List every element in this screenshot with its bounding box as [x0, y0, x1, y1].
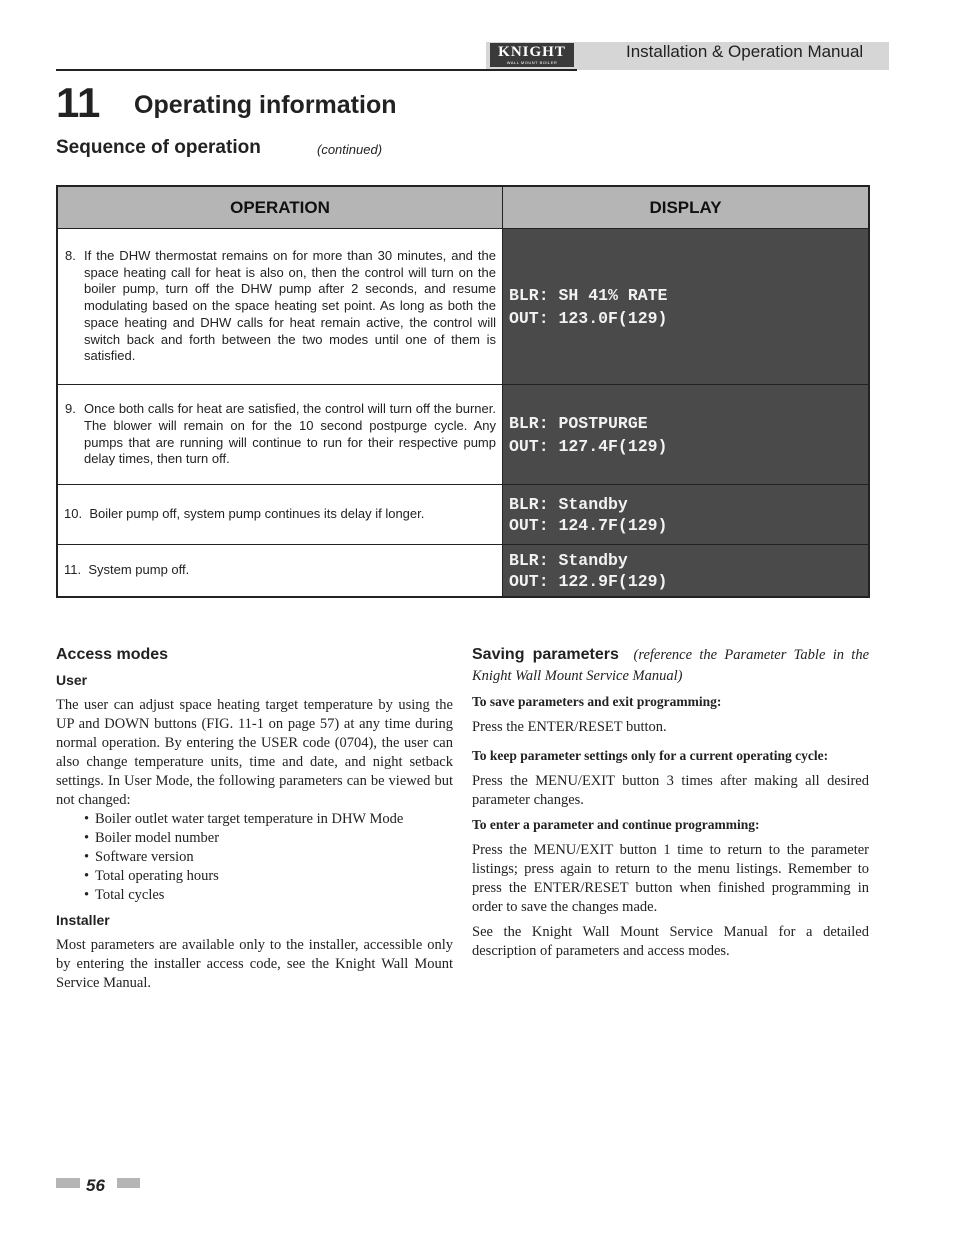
- display-line-1: BLR: Standby: [509, 550, 628, 570]
- saving-reference: (reference the Parameter Table in the Knight Wall Mount Service Manual): [472, 647, 870, 684]
- logo-subtext: WALL MOUNT BOILER: [506, 60, 558, 65]
- list-item: • Total operating hours: [84, 868, 219, 884]
- display-line-2: OUT: 124.7F(129): [509, 515, 668, 535]
- display-header: [503, 187, 868, 228]
- table-row: [58, 484, 868, 544]
- display-cell: [503, 485, 868, 544]
- save-exit-text: Press the ENTER/RESET button.: [472, 719, 667, 735]
- continue-programming-heading: To enter a parameter and continue programming:: [472, 817, 760, 832]
- continue-programming-text: Press the MENU/EXIT button 1 time to return to the parameter listings; press again to return to the menu listings. Remember to press the ENTER/RESET button when finished programming in order to save the changes made.: [472, 842, 869, 915]
- save-exit-heading: To save parameters and exit programming:: [472, 694, 722, 709]
- operation-text: [58, 401, 502, 468]
- display-line-1: BLR: POSTPURGE: [509, 413, 648, 433]
- saving-title-block: [472, 645, 869, 687]
- display-cell: [503, 545, 868, 596]
- user-parameter-list: [56, 810, 453, 905]
- table-row: [58, 384, 868, 484]
- list-item: • Boiler outlet water target temperature in DHW Mode: [84, 811, 404, 827]
- step-number: 11.: [64, 562, 82, 578]
- list-item-text: Total cycles: [95, 887, 165, 903]
- installer-heading: Installer: [56, 912, 110, 928]
- display-line-1: BLR: Standby: [509, 494, 628, 514]
- knight-logo: [490, 43, 574, 67]
- operation-cell: [58, 385, 503, 484]
- section-continued: (continued): [317, 142, 383, 157]
- display-cell: [503, 385, 868, 484]
- list-item: • Total cycles: [84, 887, 165, 903]
- step-number: 9.: [65, 400, 76, 416]
- operation-cell: [58, 485, 503, 544]
- display-line-1: BLR: SH 41% RATE: [509, 285, 668, 305]
- display-line-2: OUT: 122.9F(129): [509, 571, 668, 591]
- operation-text: [58, 248, 502, 366]
- footer-bar-right: [117, 1178, 140, 1188]
- current-cycle-text: Press the MENU/EXIT button 3 times after making all desired parameter changes.: [472, 773, 869, 808]
- chapter-number: 11: [56, 79, 101, 126]
- display-line-2: OUT: 123.0F(129): [509, 308, 668, 328]
- step-text: Once both calls for heat are satisfied, the control will turn off the burner. The blower will remain on for the 10 second postpurge cycle. Any pumps that are running will continue to run for their respective pump delay times, then turn off.: [84, 400, 496, 467]
- operation-table: [56, 185, 870, 598]
- installer-text: Most parameters are available only to the installer, accessible only by entering the installer access code, see the Knight Wall Mount Service Manual.: [56, 937, 453, 991]
- step-text: Boiler pump off, system pump continues its delay if longer.: [89, 506, 425, 522]
- display-line-2: OUT: 127.4F(129): [509, 436, 668, 456]
- list-item: • Boiler model number: [84, 830, 220, 846]
- page-number: 56: [86, 1176, 105, 1195]
- operation-header: [58, 187, 503, 228]
- user-heading: User: [56, 672, 88, 688]
- display-header-label: DISPLAY: [649, 197, 722, 217]
- closing-text: See the Knight Wall Mount Service Manual for a detailed description of parameters and access modes.: [472, 924, 869, 959]
- logo-text: KNIGHT: [498, 44, 566, 60]
- list-item: • Software version: [84, 849, 194, 865]
- step-text: If the DHW thermostat remains on for more than 30 minutes, and the space heating call for heat is also on, then the control will turn on the boiler pump, turn off the DHW pump after 2 seconds, and resume modulating based on the space heating set point. As long as both the space heating and DHW calls for heat remain active, the control will switch back and forth between the two modes until one of them is satisfied.: [84, 247, 496, 364]
- manual-title: Installation & Operation Manual: [626, 42, 864, 61]
- table-row: [58, 228, 868, 384]
- list-item-text: Total operating hours: [95, 868, 219, 884]
- step-text: System pump off.: [88, 562, 190, 578]
- table-header-row: [58, 187, 868, 228]
- display-cell: [503, 229, 868, 384]
- list-item-text: Boiler outlet water target temperature in DHW Mode: [95, 811, 404, 827]
- step-number: 8.: [65, 247, 76, 263]
- footer-bar-left: [56, 1178, 80, 1188]
- section-title: Sequence of operation: [56, 137, 261, 158]
- list-item-text: Boiler model number: [95, 830, 220, 846]
- operation-header-label: OPERATION: [230, 197, 330, 217]
- step-number: 10.: [64, 506, 83, 522]
- saving-title: Saving parameters: [472, 646, 619, 663]
- user-text: The user can adjust space heating target temperature by using the UP and DOWN buttons (FIG. 11-1 on page 57) at any time during normal operation. By entering the USER code (0704), the user can also change temperature units, time and date, and night setback settings. In User Mode, the following parameters can be viewed but not changed:: [56, 697, 453, 808]
- access-modes-section: [56, 645, 453, 993]
- access-modes-title: Access modes: [56, 646, 169, 663]
- operation-cell: [58, 229, 503, 384]
- saving-parameters-section: [472, 645, 869, 961]
- header-rule: [56, 69, 577, 71]
- operation-cell: [58, 545, 503, 596]
- chapter-title: Operating information: [134, 91, 397, 119]
- operation-text: [58, 506, 430, 523]
- table-row: [58, 544, 868, 596]
- list-item-text: Software version: [95, 849, 194, 865]
- operation-text: [58, 562, 195, 579]
- current-cycle-heading: To keep parameter settings only for a current operating cycle:: [472, 748, 829, 763]
